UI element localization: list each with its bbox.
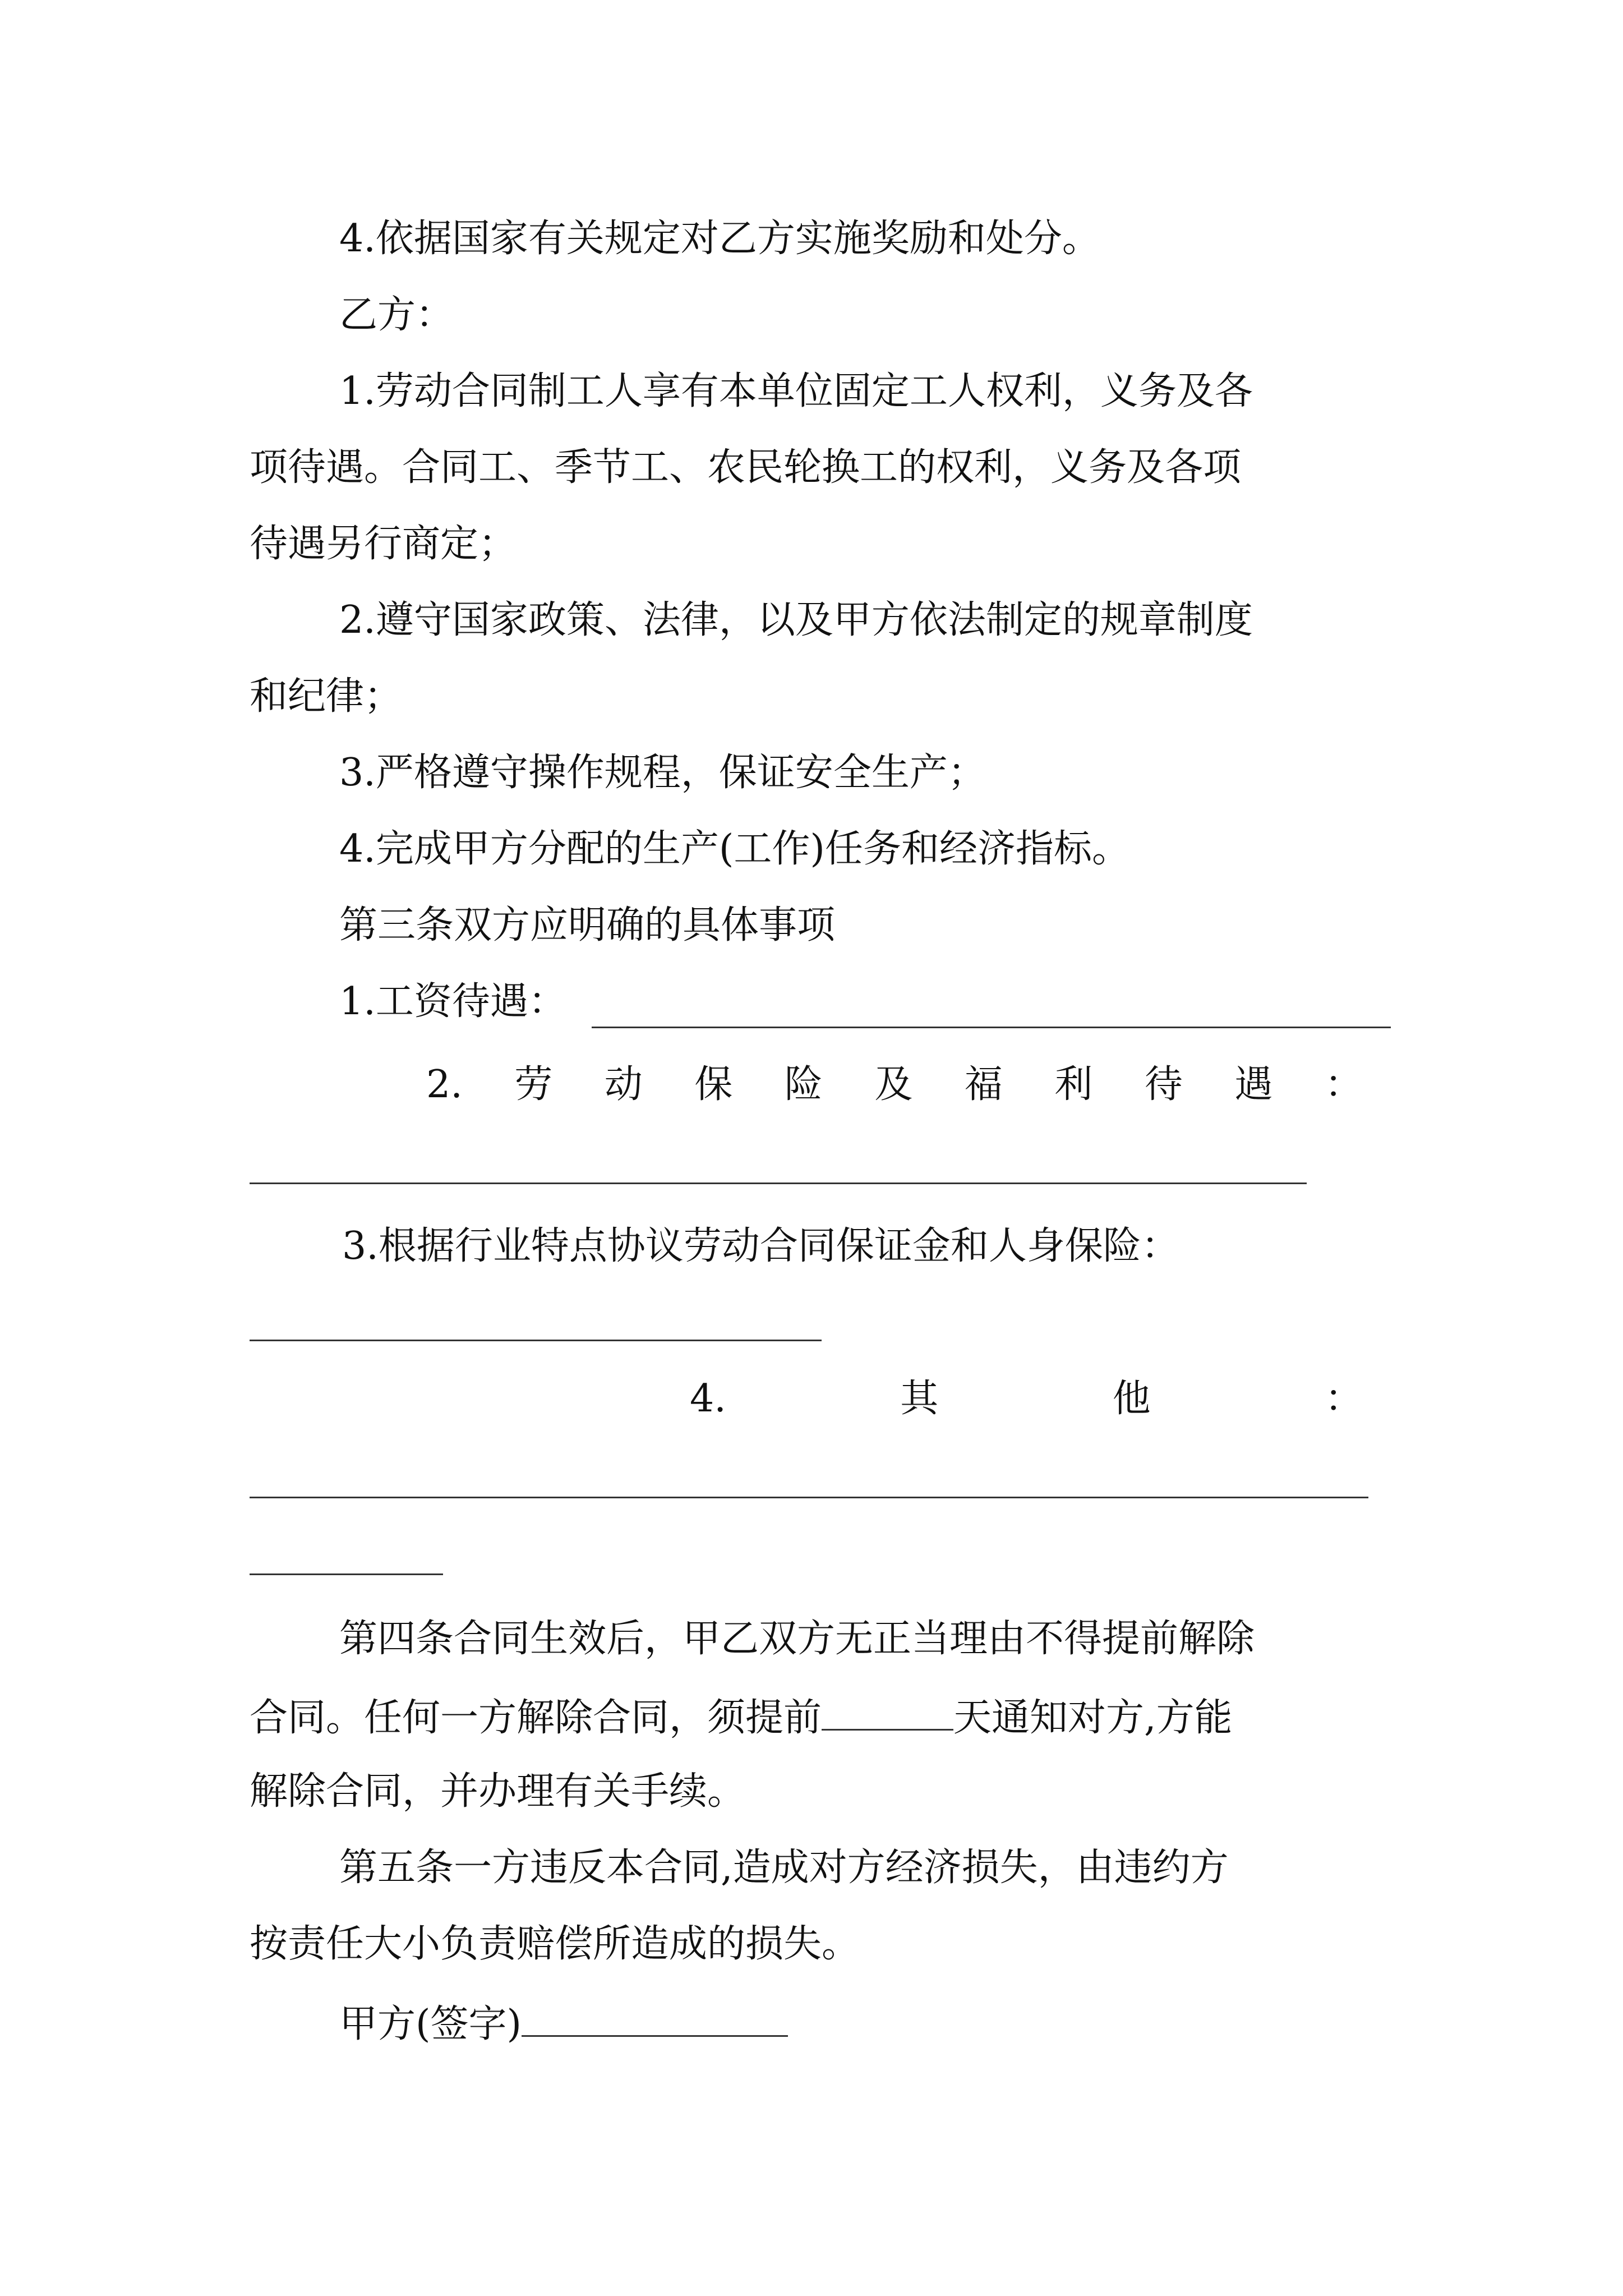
article-4-line2-text-b: 天通知对方,方能 <box>953 1696 1233 1740</box>
item-wage-label: 1.工资待遇： <box>339 979 566 1024</box>
other-blank-line-2 <box>250 1573 443 1575</box>
article-4-line3: 解除合同，并办理有关手续。 <box>250 1769 746 1814</box>
paragraph-b2-line1: 2.遵守国家政策、法律，以及甲方依法制定的规章制度 <box>339 598 1253 642</box>
deposit-blank-line <box>250 1340 822 1341</box>
item-insurance-colon: ： <box>1324 1062 1363 1107</box>
signature-party-a-blank <box>522 2003 788 2037</box>
other-blank-line-1 <box>250 1497 1368 1498</box>
paragraph-b2-line2: 和纪律； <box>250 674 403 719</box>
item-insurance-label <box>426 1062 1363 1107</box>
item-insurance-char-3: 保 <box>694 1062 733 1107</box>
item-insurance-char-6: 福 <box>964 1062 1003 1107</box>
item-insurance-char-9: 遇 <box>1234 1062 1273 1107</box>
item-other-label <box>690 1377 1363 1421</box>
article-4-line2-text-a: 合同。任何一方解除合同，须提前 <box>250 1696 822 1740</box>
article-4-line2 <box>250 1696 1233 1740</box>
item-insurance-char-2: 动 <box>604 1062 643 1107</box>
paragraph-b1-line2: 项待遇。合同工、季节工、农民轮换工的权利，义务及各项 <box>250 445 1242 490</box>
item-other-char-2: 他 <box>1112 1377 1151 1421</box>
notice-days-blank <box>822 1696 953 1731</box>
signature-party-a-label: 甲方(签字) <box>339 2002 522 2046</box>
item-insurance-char-7: 利 <box>1054 1062 1093 1107</box>
article-5-line1: 第五条一方违反本合同,造成对方经济损失，由违约方 <box>339 1846 1229 1890</box>
signature-party-a <box>339 2003 788 2044</box>
item-deposit-label: 3.根据行业特点协议劳动合同保证金和人身保险： <box>342 1224 1179 1268</box>
item-other-colon: ： <box>1324 1377 1363 1421</box>
heading-party-b: 乙方： <box>339 293 454 337</box>
paragraph-b3: 3.严格遵守操作规程，保证安全生产； <box>339 751 986 795</box>
insurance-blank-line <box>250 1182 1307 1184</box>
paragraph-b4: 4.完成甲方分配的生产(工作)任务和经济指标。 <box>339 827 1130 871</box>
item-insurance-char-5: 及 <box>874 1062 913 1107</box>
paragraph-b1-line3: 待遇另行商定； <box>250 522 517 566</box>
item-other-char-1: 其 <box>900 1377 939 1421</box>
article-3-heading: 第三条双方应明确的具体事项 <box>339 903 836 947</box>
article-5-line2: 按责任大小负责赔偿所造成的损失。 <box>250 1922 860 1966</box>
paragraph-b1-line1: 1.劳动合同制工人享有本单位固定工人权利，义务及各 <box>339 369 1253 413</box>
item-insurance-char-8: 待 <box>1144 1062 1183 1107</box>
item-insurance-number: 2. <box>426 1062 463 1107</box>
article-4-line1: 第四条合同生效后，甲乙双方无正当理由不得提前解除 <box>339 1617 1255 1661</box>
item-other-number: 4. <box>690 1377 726 1421</box>
wage-blank-line <box>592 1027 1391 1028</box>
item-insurance-char-1: 劳 <box>514 1062 553 1107</box>
paragraph-reward-punishment: 4.依据国家有关规定对乙方实施奖励和处分。 <box>339 217 1100 261</box>
item-insurance-char-4: 险 <box>784 1062 823 1107</box>
